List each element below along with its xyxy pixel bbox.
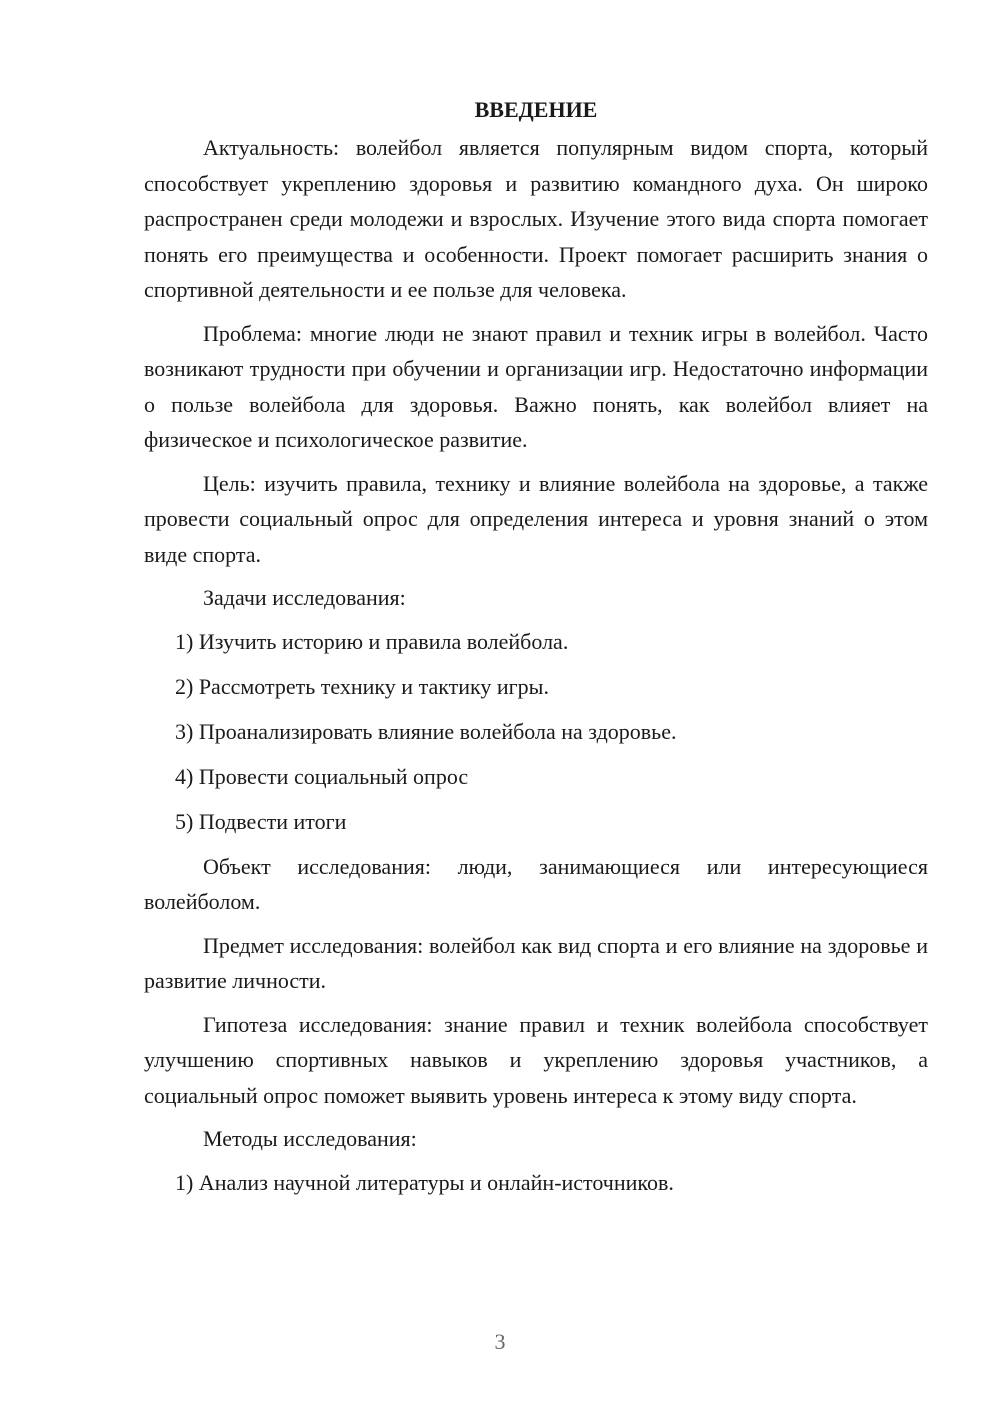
paragraph-goal: Цель: изучить правила, технику и влияние волейбола на здоровье, а также провести социальный опрос для определения интереса и уровня знаний о этом виде спорта. [144,470,928,567]
methods-heading: Методы исследования: [203,1126,417,1151]
paragraph-problem: Проблема: многие люди не знают правил и техник игры в волейбол. Часто возникают трудности при обучении и организации игр. Недостаточно информации о пользе волейбола для здоровья. Важно понять, как волейбол влияет на физическое и психологическое развитие. [144,320,928,452]
document-page [144,92,928,1210]
paragraph-relevance: Актуальность: волейбол является популярным видом спорта, который способствует укреплению здоровья и развитию командного духа. Он широко распространен среди молодежи и взрослых. Изучение этого вида спорта помогает понять его преимущества и особенности. Проект помогает расширить знания о спортивной деятельности и ее пользе для человека. [144,135,928,302]
page-title: ВВЕДЕНИЕ [474,97,598,122]
list-item: 1) Анализ научной литературы и онлайн-источников. [175,1169,674,1195]
paragraph-object: Объект исследования: люди, занимающиеся или интересующиеся волейболом. [144,853,928,914]
list-item: 1) Изучить историю и правила волейбола. [175,628,569,654]
list-item: 4) Провести социальный опрос [175,763,469,789]
list-item: 5) Подвести итоги [175,808,347,834]
list-item: 2) Рассмотреть технику и тактику игры. [175,673,549,699]
paragraph-subject: Предмет исследования: волейбол как вид спорта и его влияние на здоровье и развитие личности. [144,932,928,993]
tasks-list [144,624,928,840]
page-number: 3 [494,1329,506,1354]
list-item: 3) Проанализировать влияние волейбола на здоровье. [175,718,677,744]
paragraph-hypothesis: Гипотеза исследования: знание правил и техник волейбола способствует улучшению спортивных навыков и укреплению здоровья участников, а социальный опрос поможет выявить уровень интереса к этому виду спорта. [144,1011,928,1108]
tasks-heading: Задачи исследования: [203,585,406,610]
methods-list [144,1165,928,1201]
